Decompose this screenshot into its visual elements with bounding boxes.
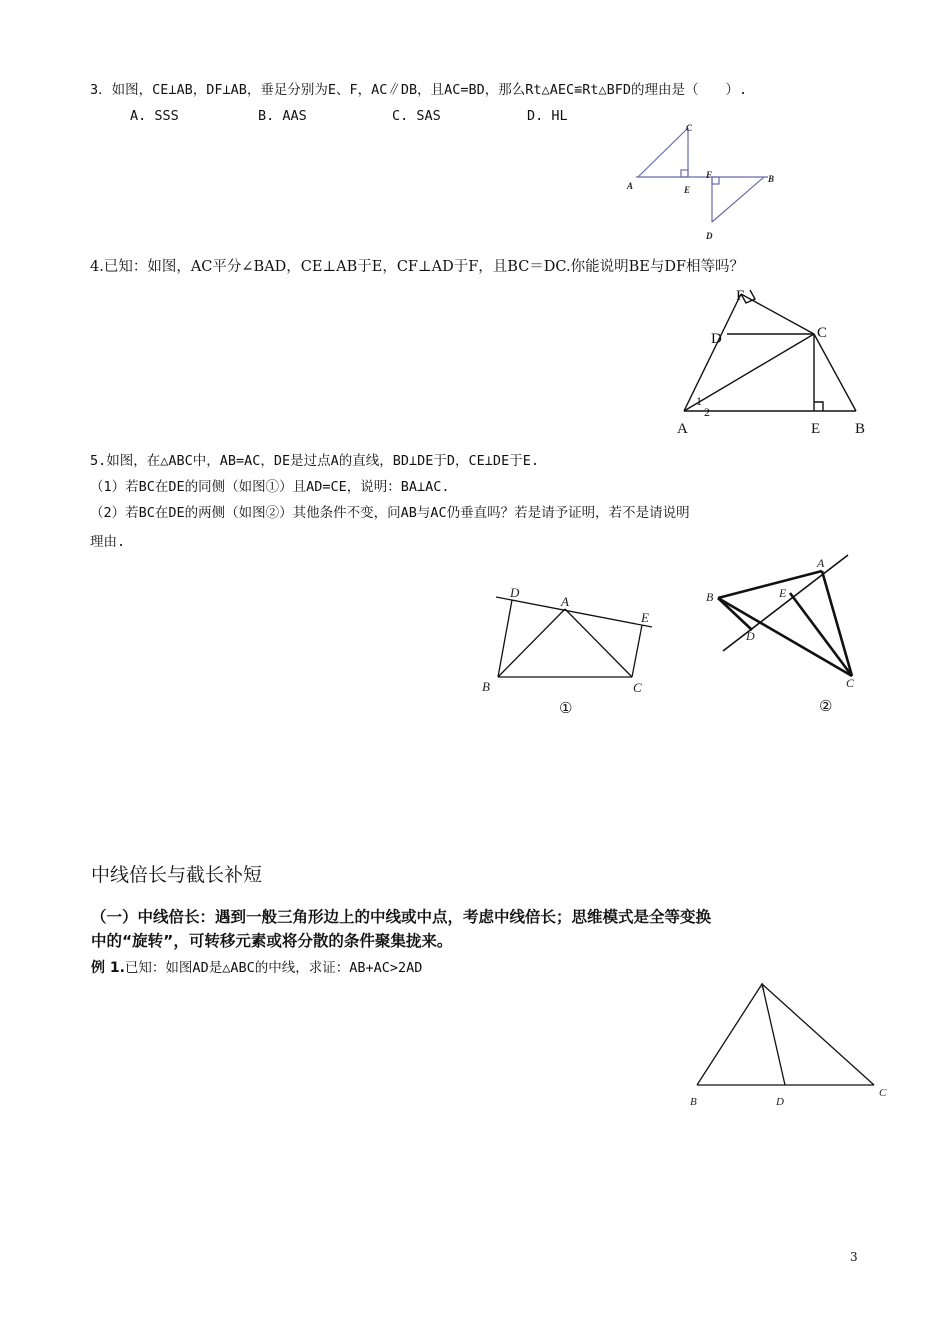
fig1-label-a: A [561, 594, 569, 609]
ex-label-d: D [776, 1096, 784, 1108]
fig1-label-d: D [510, 585, 520, 600]
page-number: 3 [850, 1250, 858, 1264]
q4-label-a: A [677, 421, 688, 437]
fig2-label-c: C [846, 676, 855, 690]
fig2-label-e: E [779, 586, 787, 600]
section-title: 中线倍长与截长补短 [91, 864, 263, 886]
fig2-caption: ② [819, 699, 833, 715]
q3-text: 3．如图，CE⊥AB，DF⊥AB，垂足分别为E、F，AC∥DB，且AC=BD，那么Rt△AEC≌Rt△BFD的理由是（ ）. [90, 82, 748, 98]
q3-option-b: B. AAS [258, 108, 307, 124]
q3-option-c: C. SAS [392, 108, 441, 124]
q4-label-b: B [855, 421, 866, 437]
ex-label-c: C [879, 1087, 887, 1099]
example-text: 已知：如图AD是△ABC的中线，求证：AB+AC>2AD [124, 960, 423, 976]
fig2-label-b: B [706, 590, 714, 604]
q3-option-a: A. SSS [130, 108, 179, 124]
section-subtitle-line2: 中的“旋转”，可转移元素或将分散的条件聚集拢来。 [91, 932, 453, 950]
q3-label-a: A [627, 181, 634, 191]
ex-label-a: A [758, 981, 765, 993]
q3-option-d: D. HL [527, 108, 568, 124]
q5-line3: （2）若BC在DE的两侧（如图②）其他条件不变，问AB与AC仍垂直吗？若是请予证明，若不是请说明 [90, 505, 690, 521]
q4-label-e: E [811, 421, 821, 437]
fig1-label-e: E [641, 610, 649, 625]
fig1-label-b: B [482, 679, 490, 694]
example-label: 例 1. [91, 960, 125, 976]
q4-angle-1: 1 [696, 394, 702, 408]
q3-label-c: C [686, 123, 693, 133]
fig2-label-d: D [746, 629, 755, 643]
q3-label-b: B [768, 174, 775, 184]
q3-label-f: F [706, 170, 713, 180]
section-subtitle-line1: （一）中线倍长：遇到一般三角形边上的中线或中点，考虑中线倍长；思维模式是全等变换 [91, 908, 712, 926]
fig2-label-a: A [817, 556, 825, 570]
q4-label-f: F [736, 288, 745, 304]
fig1-caption: ① [559, 701, 573, 717]
q4-label-d: D [711, 331, 722, 347]
q5-line2: （1）若BC在DE的同侧（如图①）且AD=CE，说明：BA⊥AC. [90, 479, 450, 495]
q5-line1: 5.如图，在△ABC中，AB=AC，DE是过点A的直线，BD⊥DE于D，CE⊥DE于E. [90, 453, 539, 469]
fig1-label-c: C [633, 680, 642, 695]
q3-label-e: E [684, 185, 691, 195]
q4-angle-2: 2 [704, 405, 710, 419]
q3-label-d: D [706, 231, 713, 241]
q5-line4: 理由. [90, 534, 126, 550]
ex-label-b: B [690, 1096, 697, 1108]
q4-label-c: C [817, 325, 828, 341]
q4-text: 4.已知：如图，AC平分∠BAD，CE⊥AB于E，CF⊥AD于F，且BC＝DC.你能说明BE与DF相等吗？ [90, 259, 745, 275]
